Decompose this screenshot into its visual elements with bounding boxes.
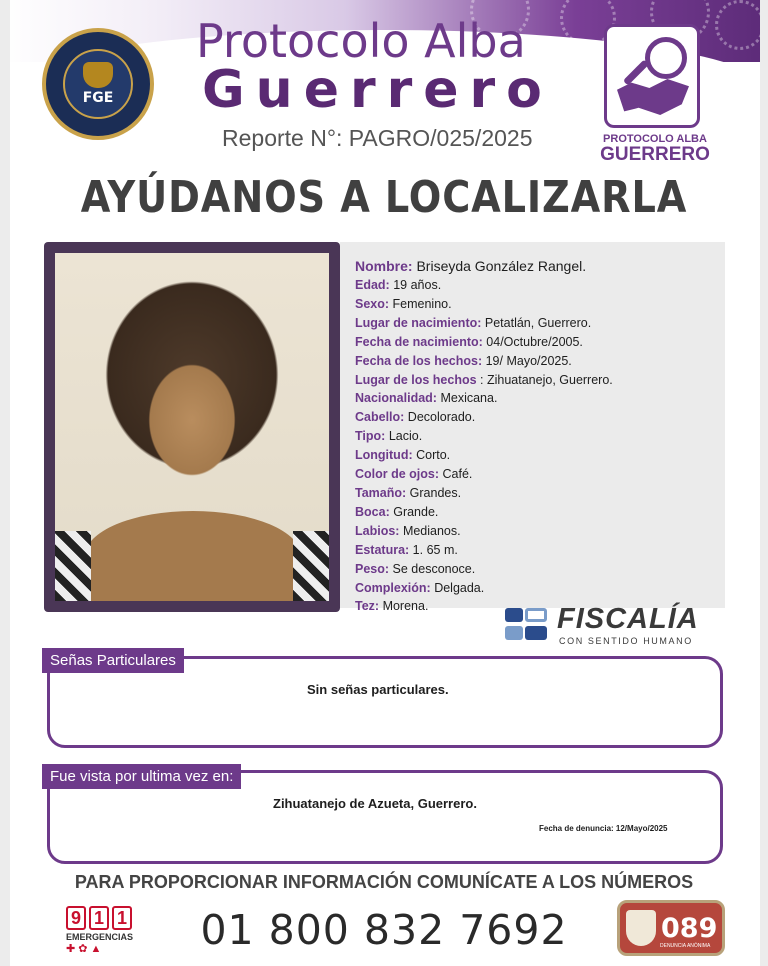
info-fields	[355, 276, 725, 616]
field-value: 1. 65 m.	[412, 542, 458, 557]
info-row	[355, 389, 725, 408]
info-row	[355, 465, 725, 484]
fiscalia-name: FISCALÍA	[557, 603, 699, 635]
marks-label: Señas Particulares	[42, 648, 184, 673]
page-edge-right	[760, 0, 768, 966]
field-label: Tamaño:	[355, 485, 407, 500]
marks-text: Sin señas particulares.	[307, 682, 449, 697]
field-label: Tipo:	[355, 429, 386, 444]
photo-frame	[44, 242, 340, 612]
field-value: 19 años.	[393, 278, 442, 292]
digit: 1	[89, 906, 109, 930]
fiscalia-icon	[505, 606, 549, 642]
field-value: Femenino.	[392, 296, 452, 311]
field-label: Fecha de nacimiento:	[355, 334, 483, 349]
field-label: Lugar de los hechos	[355, 372, 477, 387]
name-row	[355, 256, 725, 276]
field-label: Fecha de los hechos:	[355, 353, 483, 368]
field-value: Se desconoce.	[392, 561, 476, 576]
field-value: Mexicana.	[440, 391, 498, 406]
info-row	[355, 427, 725, 446]
name-value: Briseyda González Rangel.	[416, 258, 587, 274]
digit: 9	[66, 906, 86, 930]
field-value: 04/Octubre/2005.	[486, 334, 583, 349]
field-value: Café.	[442, 467, 473, 482]
info-row	[355, 295, 725, 314]
title-line1: Protocolo Alba	[196, 14, 526, 68]
crest-icon	[83, 62, 113, 88]
info-row	[355, 503, 725, 522]
alba-logo-icon	[604, 24, 700, 128]
info-row	[355, 276, 725, 295]
emergency-icons: ✚ ✿ ▲	[66, 943, 102, 955]
field-label: Edad:	[355, 278, 390, 292]
photo-shirt-right	[293, 531, 329, 601]
seal-text: FGE	[82, 90, 114, 106]
field-label: Boca:	[355, 504, 390, 519]
field-label: Tez:	[355, 599, 380, 614]
field-label: Longitud:	[355, 448, 413, 463]
person-info	[340, 242, 725, 614]
field-value: Medianos.	[402, 523, 461, 538]
alba-logo-text1: PROTOCOLO ALBA	[603, 133, 707, 145]
photo-shoulders	[85, 511, 301, 601]
anon-089-logo	[617, 900, 725, 956]
magnifier-icon	[645, 37, 687, 79]
info-row	[355, 522, 725, 541]
field-label: Peso:	[355, 561, 390, 576]
banner-ornament	[715, 0, 765, 50]
info-row	[355, 560, 725, 579]
field-value: Lacio.	[388, 429, 423, 444]
field-value: Delgada.	[434, 580, 485, 595]
field-label: Color de ojos:	[355, 467, 440, 482]
title-line2: Guerrero	[202, 60, 553, 120]
field-label: Sexo:	[355, 296, 390, 311]
info-row	[355, 541, 725, 560]
field-value: Morena.	[382, 599, 429, 614]
info-row	[355, 484, 725, 503]
field-value: Petatlán, Guerrero.	[484, 315, 592, 330]
field-label: Estatura:	[355, 542, 410, 557]
info-row	[355, 446, 725, 465]
anon-number[interactable]: 089	[661, 912, 718, 944]
info-row	[355, 579, 725, 598]
report-number: Reporte N°: PAGRO/025/2025	[222, 125, 533, 151]
photo-shirt-left	[55, 531, 91, 601]
info-row	[355, 371, 725, 390]
info-row	[355, 408, 725, 427]
anon-label: DENUNCIA ANÓNIMA	[660, 943, 711, 949]
field-label: Labios:	[355, 523, 400, 538]
info-row	[355, 352, 725, 371]
field-value: : Zihuatanejo, Guerrero.	[480, 372, 613, 387]
alba-logo-text2: GUERRERO	[600, 144, 710, 165]
shield-icon	[626, 910, 656, 946]
field-value: Grande.	[393, 504, 439, 519]
emergency-label: EMERGENCIAS	[66, 932, 134, 942]
digit: 1	[112, 906, 132, 930]
field-label: Nacionalidad:	[355, 391, 437, 406]
page-edge-left	[0, 0, 10, 966]
field-value: Grandes.	[409, 485, 462, 500]
name-label: Nombre:	[355, 258, 413, 274]
info-row	[355, 314, 725, 333]
last-seen-text: Zihuatanejo de Azueta, Guerrero.	[273, 796, 477, 811]
fiscalia-tagline: CON SENTIDO HUMANO	[559, 636, 693, 646]
magnifier-handle	[623, 59, 649, 85]
field-label: Cabello:	[355, 410, 405, 425]
seal-inner	[63, 49, 133, 119]
field-label: Complexión:	[355, 580, 431, 595]
person-photo	[55, 253, 329, 601]
headline: AYÚDANOS A LOCALIZARLA	[80, 172, 688, 223]
field-label: Lugar de nacimiento:	[355, 315, 482, 330]
phone-number[interactable]: 01 800 832 7692	[200, 906, 568, 954]
fge-seal-icon	[42, 28, 154, 140]
field-value: Corto.	[416, 448, 451, 463]
field-value: 19/ Mayo/2025.	[485, 353, 572, 368]
contact-heading: PARA PROPORCIONAR INFORMACIÓN COMUNÍCATE A LOS NÚMEROS	[74, 872, 694, 892]
last-seen-label: Fue vista por ultima vez en:	[42, 764, 241, 789]
info-row	[355, 333, 725, 352]
field-value: Decolorado.	[407, 410, 476, 425]
report-date: Fecha de denuncia: 12/Mayo/2025	[539, 824, 668, 833]
